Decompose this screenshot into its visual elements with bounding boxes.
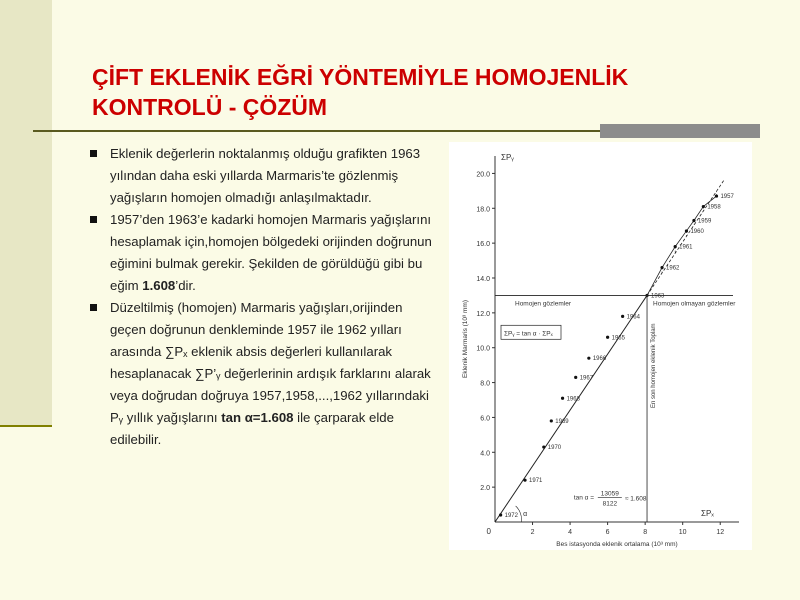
- slope-rhs: ≈ 1.608: [624, 495, 647, 503]
- data-point: [606, 336, 609, 339]
- non-homogeneous-label: Homojen olmayan gözlemler: [653, 300, 736, 308]
- data-point: [660, 266, 663, 269]
- x-tick-label: 12: [716, 529, 725, 536]
- bullet-text: ’dir.: [175, 278, 196, 293]
- y-tick-label: 4.0: [480, 450, 490, 458]
- point-year-label: 1972: [504, 513, 518, 520]
- slope-lhs: tan α =: [573, 494, 595, 502]
- bullet-text: 1957’den 1963’e kadarki homojen Marmaris yağışlarını hesaplamak için,homojen bölgedeki orijinden doğrunun eğimini bulmak gerekir. Şekilden de görüldüğü gibi bu eğim: [110, 212, 432, 293]
- extrapolated-trend-line: [647, 180, 724, 295]
- bullet-text: Düzeltilmiş (homojen) Marmaris yağışları,orijinden geçen doğrunun denkleminde 1957 ile 1962 yılları arasında ∑Pₓ eklenik absis değerleri kullanılarak hesaplanacak ∑P’ᵧ değerlerinin ardışık farklarını alarak veya doğrudan doğruya 1957,1958,...,1962 yıllarındaki Pᵧ yıllık yağışlarını: [110, 300, 431, 425]
- point-year-label: 1967: [579, 375, 594, 382]
- y-tick-label: 12.0: [476, 310, 490, 318]
- bullet-text: ile çarparak elde edilebilir.: [110, 410, 394, 447]
- bullet-item: [90, 209, 435, 297]
- left-accent-panel: [0, 0, 52, 600]
- data-point: [574, 376, 577, 379]
- equation-text: ΣPᵧ = tan α · ΣPₓ: [504, 330, 553, 338]
- bullet-emphasis: 1.608: [142, 278, 176, 293]
- point-year-label: 1971: [529, 478, 543, 485]
- data-point: [542, 445, 545, 448]
- data-point: [621, 315, 624, 318]
- x-tick-label: 4: [568, 529, 573, 536]
- data-point: [674, 245, 677, 248]
- point-year-label: 1964: [626, 314, 640, 321]
- point-year-label: 1965: [611, 335, 625, 342]
- point-year-label: 1963: [651, 293, 665, 300]
- point-year-label: 1958: [707, 204, 721, 211]
- bullet-item: [90, 143, 435, 209]
- double-mass-curve-chart: [449, 142, 752, 550]
- y-tick-label: 18.0: [476, 206, 490, 214]
- y-tick-label: 20.0: [476, 171, 490, 179]
- y-axis-label: Eklenik Marmaris (10³ mm): [462, 299, 469, 379]
- axis-origin-label: 0: [486, 527, 491, 536]
- data-point: [715, 194, 718, 197]
- point-year-label: 1969: [555, 418, 569, 425]
- x-axis-symbol: ΣPₓ: [701, 509, 714, 518]
- y-axis-symbol: ΣPᵧ: [501, 153, 514, 162]
- point-year-label: 1970: [547, 445, 562, 452]
- data-point: [499, 513, 502, 516]
- alpha-symbol: α: [523, 511, 528, 518]
- slope-numerator: 13059: [600, 490, 619, 498]
- data-point: [692, 219, 695, 222]
- bullet-emphasis: tan α=1.608: [221, 410, 294, 425]
- point-year-label: 1961: [679, 244, 693, 251]
- slide-title: ÇİFT EKLENİK EĞRİ YÖNTEMİYLE HOMOJENLİK KONTROLÜ - ÇÖZÜM: [92, 64, 629, 120]
- chart-panel: [449, 142, 752, 550]
- point-year-label: 1957: [720, 194, 734, 201]
- data-point: [550, 419, 553, 422]
- data-point: [523, 479, 526, 482]
- point-year-label: 1962: [666, 265, 680, 272]
- x-axis-label: Bes istasyonda eklenik ortalama (10³ mm): [556, 541, 678, 548]
- point-year-label: 1966: [592, 356, 607, 363]
- bullet-text: Eklenik değerlerin noktalanmış olduğu grafikten 1963 yılından daha eski yıllarda Marmaris’te gözlenmiş yağışların homojen olmadığı anlaşılmaktadır.: [110, 146, 421, 205]
- x-tick-label: 10: [678, 529, 687, 536]
- data-point: [702, 205, 705, 208]
- data-point: [685, 229, 688, 232]
- x-tick-label: 2: [530, 529, 535, 536]
- bullet-list: [90, 143, 435, 451]
- data-point: [587, 357, 590, 360]
- y-tick-label: 16.0: [476, 241, 490, 249]
- point-year-label: 1959: [697, 218, 712, 225]
- point-year-label: 1968: [566, 396, 580, 403]
- bullet-item: [90, 297, 435, 451]
- y-tick-label: 2.0: [480, 485, 490, 493]
- x-tick-label: 6: [605, 529, 610, 536]
- bullet-square-icon: [90, 304, 97, 311]
- bullet-square-icon: [90, 150, 97, 157]
- y-tick-label: 6.0: [480, 415, 490, 423]
- x-tick-label: 8: [643, 529, 648, 536]
- slope-denominator: 8122: [602, 500, 618, 508]
- vertical-note: En son homojen eklenik Toplam: [651, 323, 658, 409]
- title-divider-block: [600, 124, 760, 138]
- homogeneous-label: Homojen gözlemler: [515, 300, 571, 308]
- data-point: [561, 397, 564, 400]
- y-tick-label: 14.0: [476, 276, 490, 283]
- bullet-square-icon: [90, 216, 97, 223]
- point-year-label: 1960: [690, 228, 704, 235]
- y-tick-label: 10.0: [476, 345, 490, 353]
- y-tick-label: 8.0: [480, 380, 490, 388]
